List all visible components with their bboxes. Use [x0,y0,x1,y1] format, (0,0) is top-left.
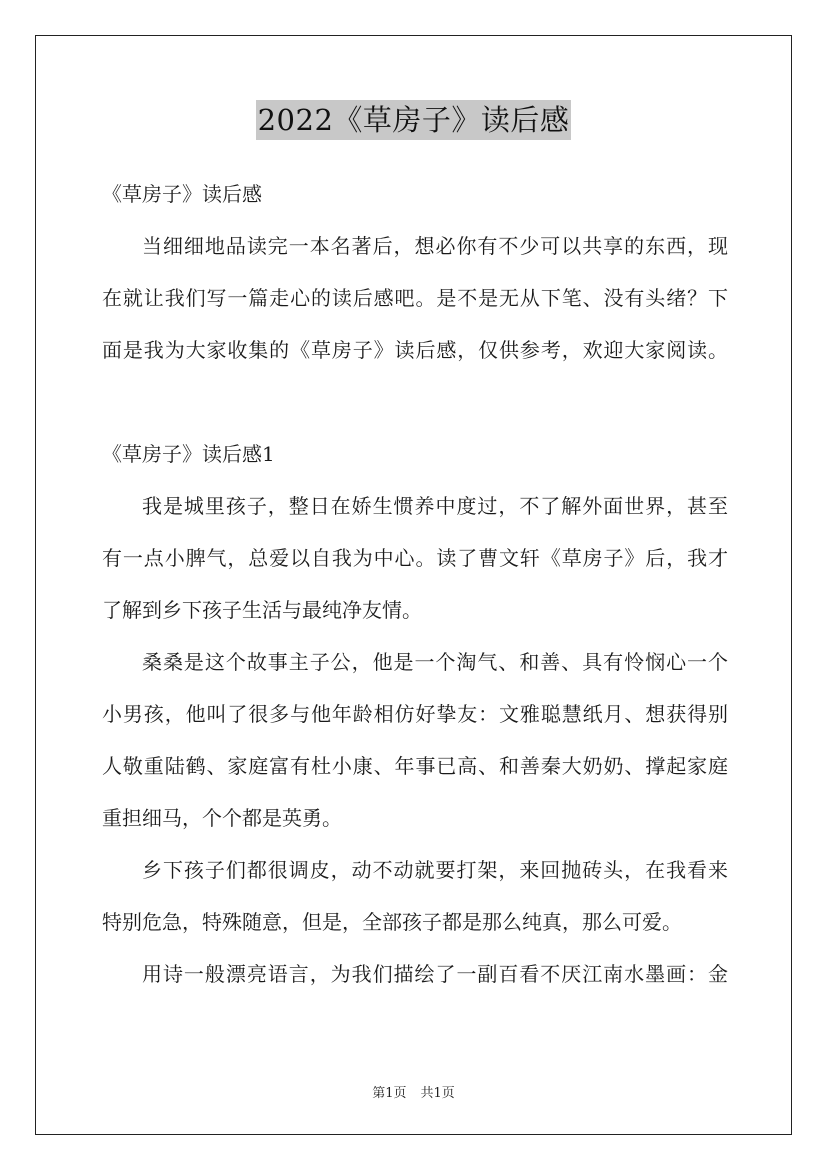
document-body [102,172,728,1004]
paragraph-1-line-1: 我是城里孩子，整日在娇生惯养中度过，不了解外面世界，甚至 [142,494,728,518]
document-title: 2022《草房子》读后感 [256,100,572,140]
page-count: 共1页 [420,1086,455,1101]
paragraph-2-line-4: 重担细马，个个都是英勇。 [102,806,342,830]
paragraph-3-line-2: 特别危急，特殊随意，但是，全部孩子都是那么纯真，那么可爱。 [102,910,682,934]
paragraph-4-line-1: 用诗一般漂亮语言，为我们描绘了一副百看不厌江南水墨画：金 [142,962,728,986]
intro-line-2: 在就让我们写一篇走心的读后感吧。是不是无从下笔、没有头绪？下 [102,286,728,310]
paragraph-1-line-2: 有一点小脾气，总爱以自我为中心。读了曹文轩《草房子》后，我才 [102,546,728,570]
paragraph-1-line-3: 了解到乡下孩子生活与最纯净友情。 [102,598,422,622]
paragraph-3-line-1: 乡下孩子们都很调皮，动不动就要打架，来回抛砖头，在我看来 [142,858,728,882]
section-heading-1: 《草房子》读后感1 [102,442,275,466]
subtitle-heading: 《草房子》读后感 [102,182,262,206]
paragraph-2-line-2: 小男孩，他叫了很多与他年龄相仿好挚友：文雅聪慧纸月、想获得别 [102,702,728,726]
title-container [0,100,827,140]
section-spacer [102,380,728,432]
paragraph-2-line-3: 人敬重陆鹤、家庭富有杜小康、年事已高、和善秦大奶奶、撑起家庭 [102,754,728,778]
page-number: 第1页 [372,1086,407,1101]
intro-line-3: 面是我为大家收集的《草房子》读后感，仅供参考，欢迎大家阅读。 [102,338,728,362]
intro-line-1: 当细细地品读完一本名著后，想必你有不少可以共享的东西，现 [142,234,728,258]
page-footer [0,1082,827,1101]
paragraph-2-line-1: 桑桑是这个故事主子公，他是一个淘气、和善、具有怜悯心一个 [142,650,728,674]
